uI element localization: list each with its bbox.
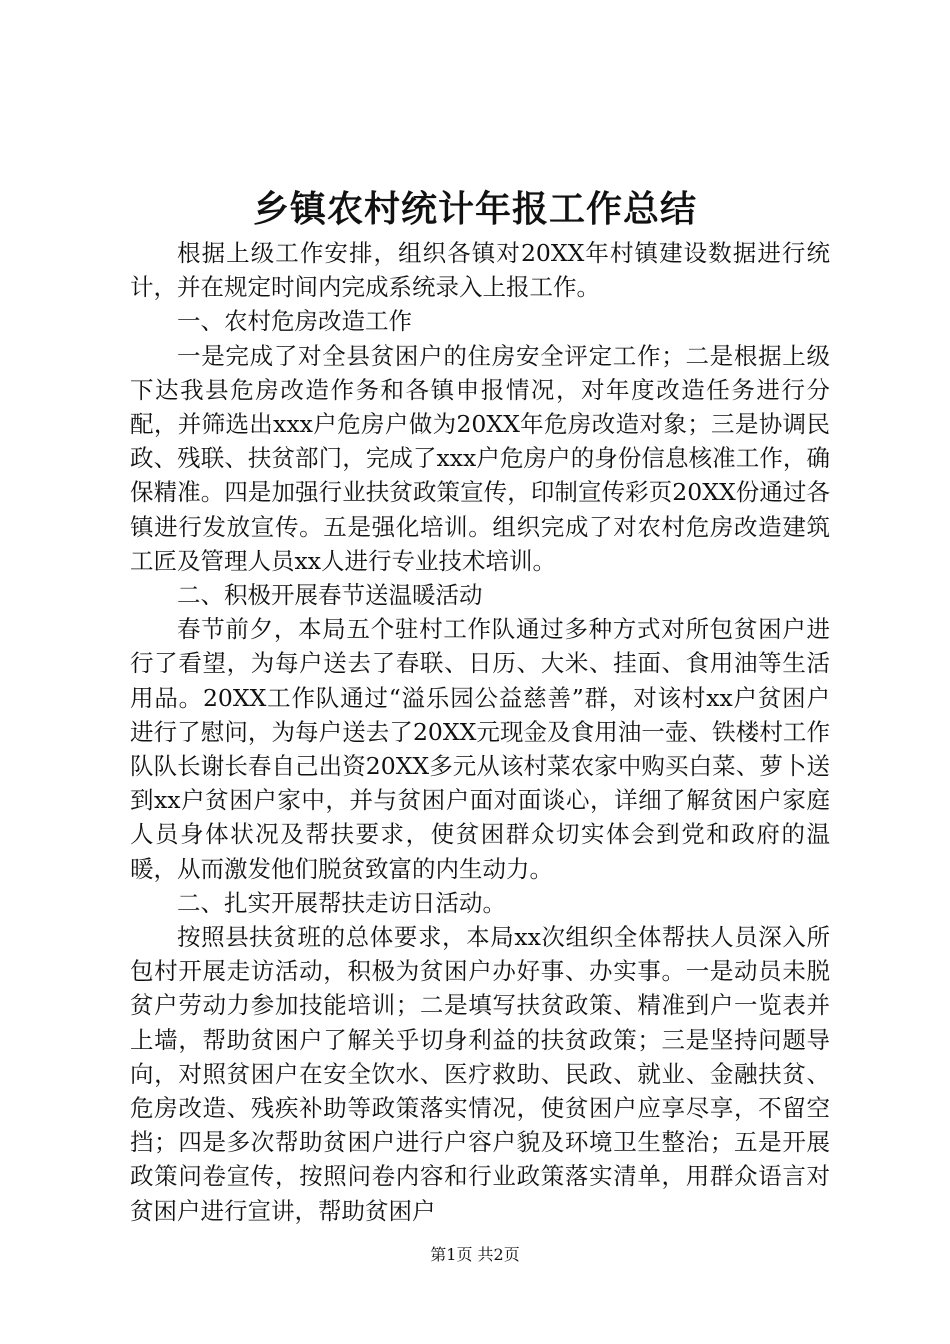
page-title: 乡镇农村统计年报工作总结 [252,188,697,230]
section-heading-2: 二、积极开展春节送温暖活动 [177,581,483,610]
page-number-footer: 第1页 共2页 [430,1245,520,1264]
intro-paragraph: 根据上级工作安排，组织各镇对20XX年村镇建设数据进行统计，并在规定时间内完成系统录入上报工作。 [130,239,830,302]
section-paragraph-2: 春节前夕，本局五个驻村工作队通过多种方式对所包贫困户进行了看望，为每户送去了春联、日历、大米、挂面、食用油等生活用品。20XX工作队通过“溢乐园公益慈善”群，对该村xx户贫困户进行了慰问，为每户送去了20XX元现金及食用油一壶、铁楼村工作队队长谢长春自己出资20XX多元从该村菜农家中购买白菜、萝卜送到xx户贫困户家中，并与贫困户面对面谈心，详细了解贫困户家庭人员身体状况及帮扶要求，使贫困群众切实体会到党和政府的温暖，从而激发他们脱贫致富的内生动力。 [130,615,830,883]
section-paragraph-1: 一是完成了对全县贫困户的住房安全评定工作；二是根据上级下达我县危房改造作务和各镇申报情况，对年度改造任务进行分配，并筛选出xxx户危房户做为20XX年危房改造对象；三是协调民政、残联、扶贫部门，完成了xxx户危房户的身份信息核准工作，确保精准。四是加强行业扶贫政策宣传，印制宣传彩页20XX份通过各镇进行发放宣传。五是强化培训。组织完成了对农村危房改造建筑工匠及管理人员xx人进行专业技术培训。 [130,341,830,575]
section-heading-1: 一、农村危房改造工作 [177,307,412,336]
section-paragraph-3: 按照县扶贫班的总体要求，本局xx次组织全体帮扶人员深入所包村开展走访活动，积极为贫困户办好事、办实事。一是动员未脱贫户劳动力参加技能培训；二是填写扶贫政策、精准到户一览表并上墙，帮助贫困户了解关乎切身利益的扶贫政策；三是坚持问题导向，对照贫困户在安全饮水、医疗救助、民政、就业、金融扶贫、危房改造、残疾补助等政策落实情况，使贫困户应享尽享，不留空挡；四是多次帮助贫困户进行户容户貌及环境卫生整治；五是开展政策问卷宣传，按照问卷内容和行业政策落实清单，用群众语言对贫困户进行宣讲，帮助贫困户 [130,923,830,1225]
document-body [130,236,830,1228]
section-heading-3: 二、扎实开展帮扶走访日活动。 [177,888,506,917]
